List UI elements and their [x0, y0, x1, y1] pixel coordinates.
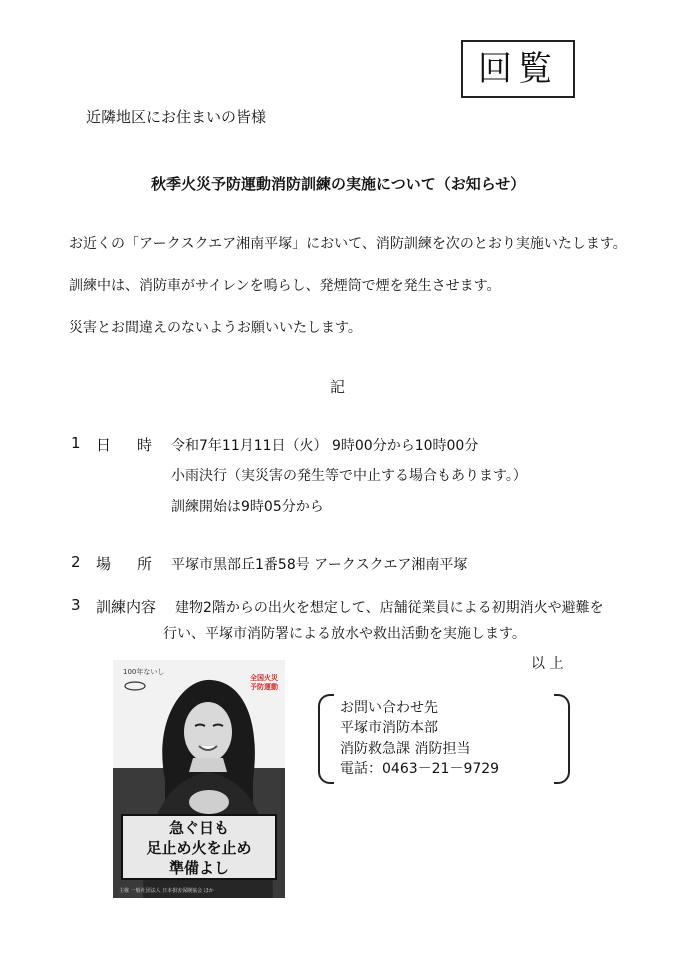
fire-prevention-poster	[113, 660, 285, 898]
item-3-label: 訓練内容	[96, 598, 157, 616]
poster-slogan-line-2: 足止め火を止め	[146, 839, 252, 857]
contact-phone: 電話：0463－21－9729	[340, 761, 500, 777]
item-2-label-b: 所	[137, 555, 153, 573]
poster-fine-print: 主催 一般社団法人 日本損害保険協会 ほか	[119, 888, 214, 894]
contact-right-bracket	[554, 694, 570, 784]
item-3-number: 3	[71, 596, 81, 614]
body-paragraph-3: 災害とお間違えのないようお願いいたします。	[69, 320, 362, 336]
item-3-content-line-1: 建物2階からの出火を想定して、店舗従業員による初期消火や避難を	[175, 600, 604, 616]
item-1-label-b: 時	[137, 436, 153, 454]
contact-org: 平塚市消防本部	[340, 720, 438, 736]
svg-text:100年ないし: 100年ないし	[123, 668, 165, 676]
poster-badge: 全国火災予防運動	[250, 674, 278, 691]
contact-heading: お問い合わせ先	[340, 700, 438, 716]
item-1-rain-note: 小雨決行（実災害の発生等で中止する場合もあります。）	[171, 468, 527, 484]
poster-slogan-line-1: 急ぐ日も	[168, 819, 229, 837]
contact-dept: 消防救急課 消防担当	[340, 741, 471, 757]
contact-box	[318, 694, 570, 784]
poster-slogan-box	[121, 814, 277, 880]
notice-title: 秋季火災予防運動消防訓練の実施について（お知らせ）	[151, 175, 526, 193]
ki-heading: 記	[330, 378, 346, 396]
closing-mark: 以 上	[531, 656, 564, 672]
item-2-label-a: 場	[96, 555, 112, 573]
item-1-start-time: 訓練開始は9時05分から	[171, 499, 324, 515]
item-1-number: 1	[71, 434, 81, 452]
item-1-label-a: 日	[96, 436, 112, 454]
body-paragraph-1: お近くの「アークスクエア湘南平塚」において、消防訓練を次のとおり実施いたします。	[69, 236, 627, 252]
circulation-stamp: 回覧	[461, 40, 575, 98]
item-1-date-line: 令和7年11月11日（火） 9時00分から10時00分	[171, 438, 479, 454]
contact-left-bracket	[318, 694, 334, 784]
item-3-content-line-2: 行い、平塚市消防署による放水や救出活動を実施します。	[163, 626, 526, 642]
body-paragraph-2: 訓練中は、消防車がサイレンを鳴らし、発煙筒で煙を発生させます。	[69, 278, 501, 294]
addressee: 近隣地区にお住まいの皆様	[86, 108, 267, 126]
item-2-place: 平塚市黒部丘1番58号 アークスクエア湘南平塚	[171, 557, 468, 573]
poster-slogan-line-3: 準備よし	[168, 859, 229, 877]
item-2-number: 2	[71, 553, 81, 571]
